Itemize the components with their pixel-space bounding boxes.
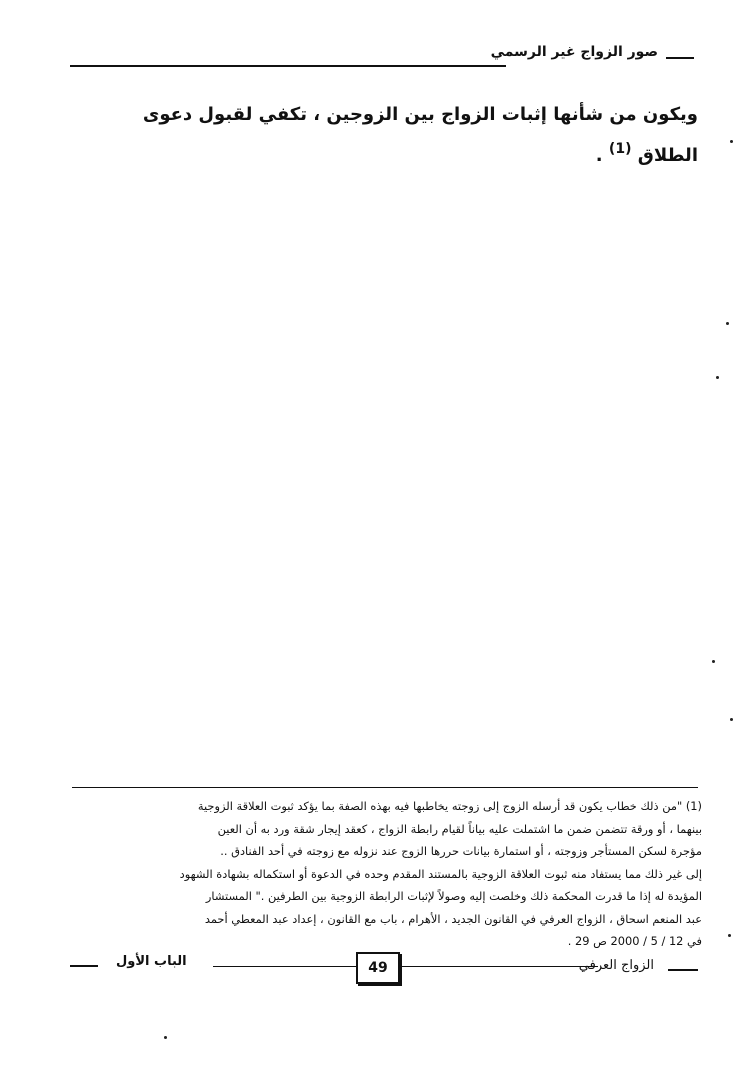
footer-dash-right — [668, 969, 698, 971]
footnote-line: (1) "من ذلك خطاب يكون قد أرسله الزوج إلى زوجته يخاطبها فيه بهذه الصفة بما يؤكد ثبوت العلاقة الزوجية — [197, 799, 702, 813]
scan-speck — [712, 660, 715, 663]
header-dash — [666, 57, 694, 59]
book-title: الزواج العرفي — [578, 958, 654, 973]
footnote-line: عبد المنعم اسحاق ، الزواج العرفي في القانون الجديد ، الأهرام ، باب مع القانون ، إعداد عبد المعطي أحمد — [204, 911, 702, 926]
body-paragraph — [138, 98, 698, 173]
footnote-line: بينهما ، أو ورقة تتضمن ضمن ما اشتملت عليه بياناً لقيام رابطة الزواج ، كعقد إيجار شقة ورد به أن العين — [217, 821, 702, 836]
body-text: ويكون من شأنها إثبات الزواج بين الزوجين ، تكفي لقبول دعوى الطلاق — [142, 104, 698, 166]
header-title: صور الزواج غير الرسمي — [490, 44, 658, 60]
footnote-line: إلى غير ذلك مما يستفاد منه ثبوت العلاقة الزوجية بالمستند المقدم وحده في الدعوة أو استكماله بشهادة الشهود — [179, 866, 702, 881]
footer-dash-left — [70, 965, 98, 967]
scan-speck — [726, 322, 729, 325]
running-header — [70, 44, 698, 74]
running-footer — [70, 952, 698, 992]
scan-speck — [730, 140, 733, 143]
footnote — [72, 795, 702, 953]
footer-rule — [213, 966, 598, 967]
footnote-reference: (1) — [608, 141, 632, 157]
header-rule — [70, 65, 506, 67]
scan-speck — [164, 1036, 167, 1039]
scan-speck — [728, 934, 731, 937]
footnote-line: المؤيدة له إذا ما قدرت المحكمة ذلك وخلصت إليه وصولاً لإثبات الرابطة الزوجية بين الطرفين ." المستشار — [205, 889, 702, 903]
footnote-line: في 12 / 5 / 2000 ص 29 . — [567, 934, 702, 948]
scan-speck — [730, 718, 733, 721]
footnote-separator — [72, 787, 698, 788]
chapter-title: الباب الأول — [116, 954, 187, 969]
body-end-mark: . — [595, 145, 603, 166]
footnote-line: مؤجرة لسكن المستأجر وزوجته ، أو استمارة بيانات حررها الزوج عند نزوله مع زوجته في أحد الفنادق .. — [220, 844, 702, 858]
page-number: 49 — [356, 952, 400, 984]
scan-speck — [716, 376, 719, 379]
